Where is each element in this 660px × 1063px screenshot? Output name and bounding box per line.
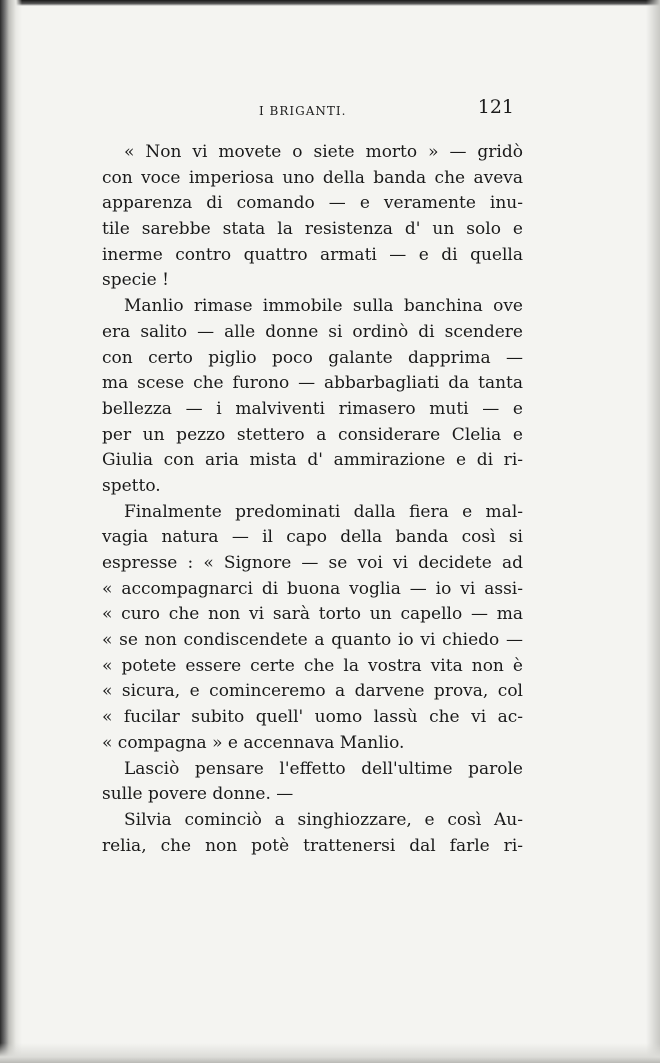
text-line: spetto. [102, 475, 161, 496]
text-line: Manlio rimase immobile sulla banchina ove [124, 296, 523, 317]
text-line: espresse : « Signore — se voi vi decidete ad [102, 553, 523, 573]
text-line: « sicura, e cominceremo a darvene prova, col [102, 681, 523, 702]
text-line: « fucilar subito quell' uomo lassù che vi ac- [102, 707, 523, 728]
text-line: sulle povere donne. — [102, 784, 294, 805]
text-line: vagia natura — il capo della banda così si [102, 527, 523, 548]
text-line: Finalmente predominati dalla fiera e mal- [124, 501, 523, 522]
page-header [102, 96, 516, 120]
text-line: apparenza di comando — e veramente inu- [102, 193, 523, 214]
text-line: tile sarebbe stata la resistenza d' un solo e [102, 219, 523, 240]
text-line: bellezza — i malviventi rimasero muti — e [102, 398, 523, 419]
page-edge-right [646, 0, 660, 1063]
text-line: con certo piglio poco galante dapprima — [102, 347, 523, 368]
text-line: con voce imperiosa uno della banda che aveva [102, 167, 523, 188]
text-line: ma scese che furono — abbarbagliati da tanta [102, 373, 523, 394]
text-line: era salito — alle donne si ordinò di scendere [102, 321, 523, 342]
page-edge-binding [0, 0, 22, 1063]
running-title: I BRIGANTI. [259, 104, 347, 118]
page-number: 121 [477, 96, 514, 118]
text-line: « curo che non vi sarà torto un capello — ma [102, 604, 523, 625]
text-line: Lasciò pensare l'effetto dell'ultime parole [124, 758, 523, 779]
body-text [102, 140, 523, 859]
text-line: Giulia con aria mista d' ammirazione e di ri- [102, 450, 523, 471]
text-line: « se non condiscendete a quanto io vi chiedo — [102, 630, 523, 651]
page-edge-bottom [0, 1043, 660, 1063]
text-line: « potete essere certe che la vostra vita non è [102, 655, 523, 676]
text-line: per un pezzo stettero a considerare Clelia e [102, 424, 523, 445]
text-line: inerme contro quattro armati — e di quella [102, 244, 523, 265]
page-edge-top [0, 0, 660, 6]
text-line: « compagna » e accennava Manlio. [102, 732, 405, 753]
text-line: specie ! [102, 270, 169, 291]
text-line: « accompagnarci di buona voglia — io vi assi- [102, 578, 523, 599]
text-line: Silvia cominciò a singhiozzare, e così Au- [124, 809, 523, 830]
text-line: « Non vi movete o siete morto » — gridò [124, 142, 523, 162]
text-line: relia, che non potè trattenersi dal farle ri- [102, 835, 523, 856]
